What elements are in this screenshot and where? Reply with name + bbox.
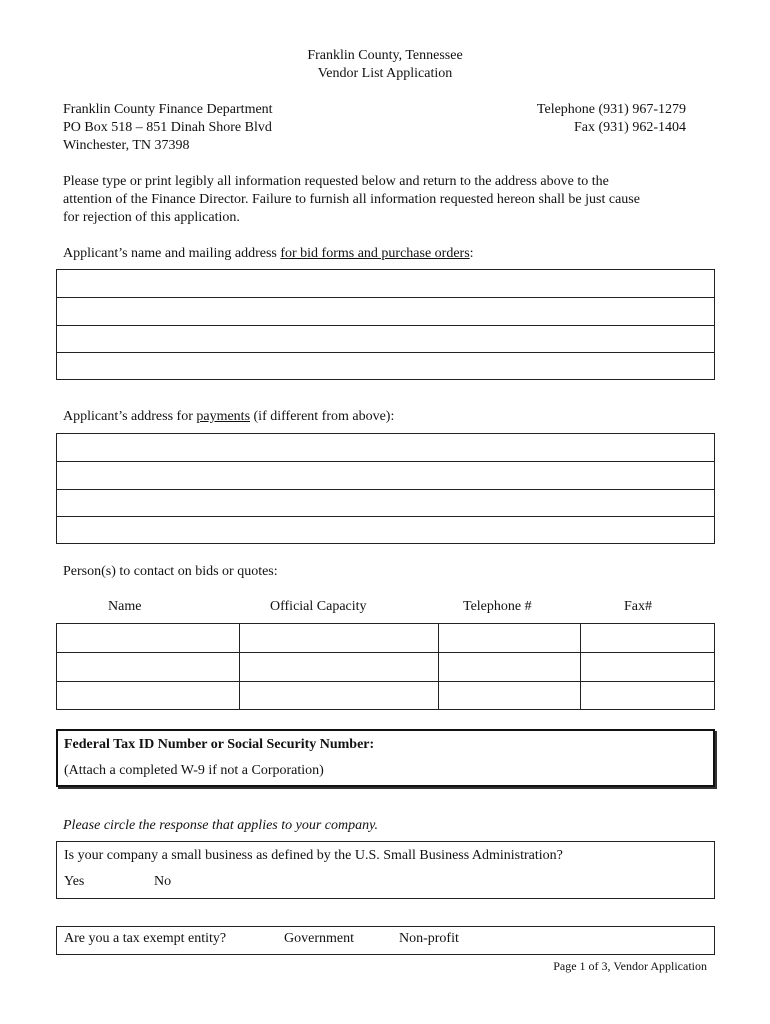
- tax-exempt-box: [56, 926, 715, 955]
- contact-name-cell-3[interactable]: [57, 682, 238, 709]
- fax-number: Fax (931) 962-1404: [574, 120, 686, 135]
- page-footer: Page 1 of 3, Vendor Application: [553, 959, 707, 973]
- contact-fax-cell-2[interactable]: [580, 653, 714, 680]
- form-title-county: Franklin County, Tennessee: [307, 48, 463, 63]
- tax-exempt-government-option[interactable]: Government: [284, 931, 354, 946]
- mailing-address-field-1[interactable]: [57, 270, 714, 296]
- contact-fax-cell-3[interactable]: [580, 682, 714, 709]
- contact-telephone-cell-3[interactable]: [438, 682, 579, 709]
- contact-name-cell-2[interactable]: [57, 653, 238, 680]
- contact-telephone-cell-2[interactable]: [438, 653, 579, 680]
- payment-address-field-2[interactable]: [57, 462, 714, 488]
- telephone-number: Telephone (931) 967-1279: [536, 102, 686, 117]
- form-title: Vendor List Application: [317, 66, 453, 81]
- tax-id-box[interactable]: [56, 729, 715, 787]
- contact-capacity-cell-2[interactable]: [239, 653, 437, 680]
- mailing-address-field-3[interactable]: [57, 325, 714, 351]
- contact-capacity-cell-3[interactable]: [239, 682, 437, 709]
- column-header-fax: Fax#: [624, 599, 652, 614]
- column-header-name: Name: [108, 599, 142, 614]
- city-state-zip: Winchester, TN 37398: [63, 138, 190, 153]
- instructions-line-3: for rejection of this application.: [63, 210, 240, 225]
- contact-name-cell-1[interactable]: [57, 624, 238, 651]
- mailing-address-field-4[interactable]: [57, 353, 714, 379]
- payment-address-field-3[interactable]: [57, 489, 714, 515]
- small-business-no-option[interactable]: No: [154, 874, 172, 889]
- small-business-yes-option[interactable]: Yes: [64, 874, 85, 889]
- finance-department: Franklin County Finance Department: [63, 102, 273, 117]
- mailing-address-field-2[interactable]: [57, 298, 714, 324]
- payment-address-field-1[interactable]: [57, 434, 714, 460]
- tax-id-title: Federal Tax ID Number or Social Security Number:: [64, 737, 375, 752]
- small-business-box: [56, 841, 715, 899]
- contact-telephone-cell-1[interactable]: [438, 624, 579, 651]
- contact-capacity-cell-1[interactable]: [239, 624, 437, 651]
- tax-exempt-question: Are you a tax exempt entity?: [64, 931, 227, 946]
- instructions-line-2: attention of the Finance Director. Failure to furnish all information requested hereon shall be just cause: [63, 192, 640, 207]
- tax-id-note: (Attach a completed W-9 if not a Corporation): [64, 763, 324, 778]
- column-header-official-capacity: Official Capacity: [270, 599, 367, 614]
- small-business-question: Is your company a small business as defined by the U.S. Small Business Administration?: [64, 848, 563, 863]
- payment-address-field-4[interactable]: [57, 517, 714, 543]
- payment-address-label: Applicant’s address for payments (if different from above):: [63, 409, 395, 424]
- contact-fax-cell-1[interactable]: [580, 624, 714, 651]
- circle-response-prompt: Please circle the response that applies to your company.: [63, 818, 379, 833]
- tax-exempt-nonprofit-option[interactable]: Non-profit: [399, 931, 459, 946]
- mailing-address-label: Applicant’s name and mailing address for bid forms and purchase orders:: [63, 246, 474, 261]
- contacts-label: Person(s) to contact on bids or quotes:: [63, 564, 278, 579]
- po-box-address: PO Box 518 – 851 Dinah Shore Blvd: [63, 120, 272, 135]
- column-header-telephone: Telephone #: [463, 599, 532, 614]
- instructions-line-1: Please type or print legibly all information requested below and return to the address above to the: [63, 174, 609, 189]
